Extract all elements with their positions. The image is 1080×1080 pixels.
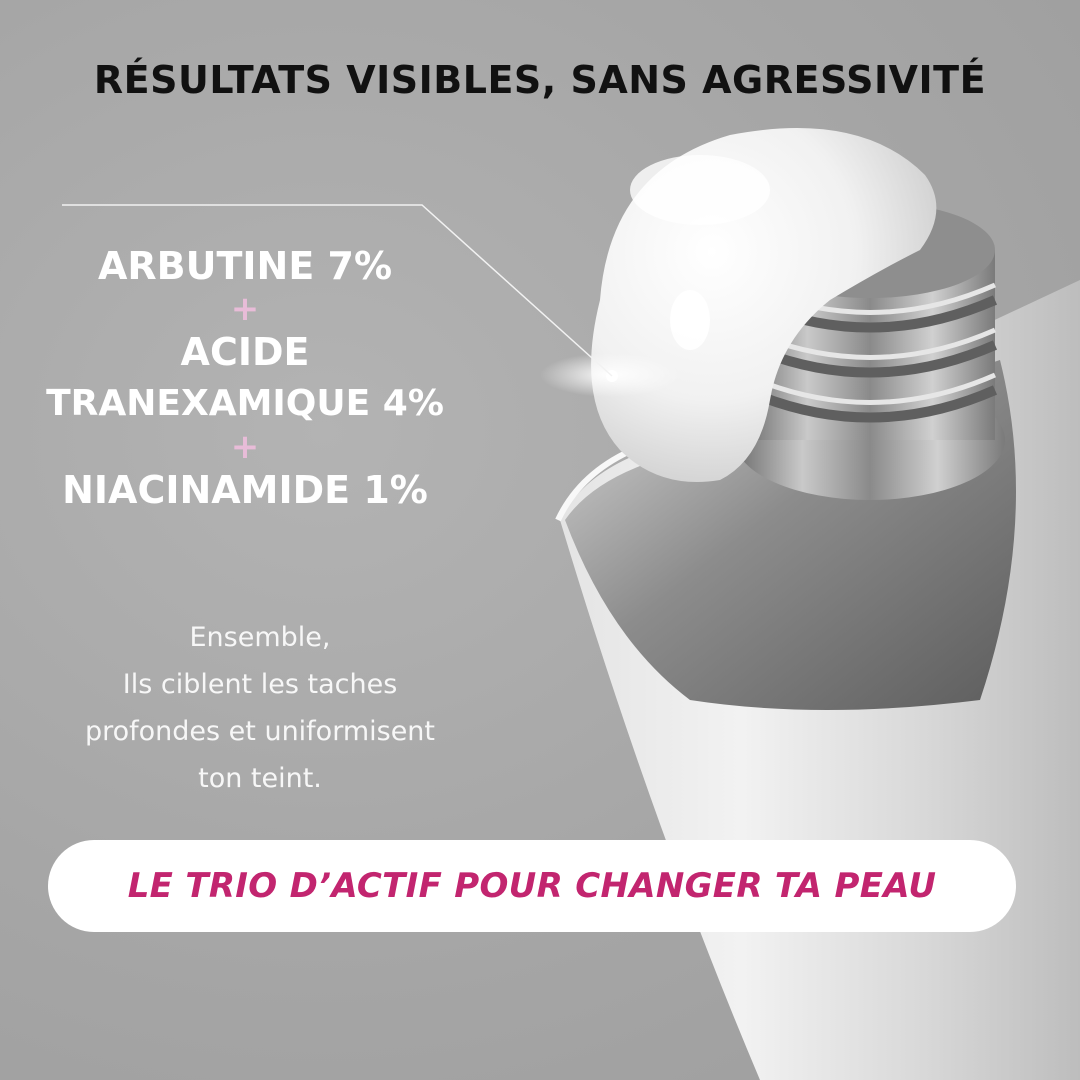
ingredient-acide: ACIDE	[180, 330, 310, 374]
cta-banner[interactable]	[48, 840, 1016, 932]
description-line: Ils ciblent les taches	[122, 669, 398, 700]
description-line: profondes et uniformisent	[84, 716, 436, 747]
plus-sign: +	[230, 289, 260, 329]
plus-sign: +	[230, 427, 260, 467]
headline: RÉSULTATS VISIBLES, SANS AGRESSIVITÉ	[93, 58, 987, 102]
description-line: ton teint.	[198, 763, 322, 794]
ingredient-niacinamide: NIACINAMIDE 1%	[62, 468, 428, 512]
ingredient-list	[0, 240, 490, 516]
description-line: Ensemble,	[189, 622, 331, 653]
description-text	[30, 614, 490, 802]
cta-label: LE TRIO D’ACTIF POUR CHANGER TA PEAU	[127, 866, 937, 906]
ingredient-arbutine: ARBUTINE 7%	[97, 244, 393, 288]
ingredient-tranexamique: TRANEXAMIQUE 4%	[46, 383, 444, 424]
